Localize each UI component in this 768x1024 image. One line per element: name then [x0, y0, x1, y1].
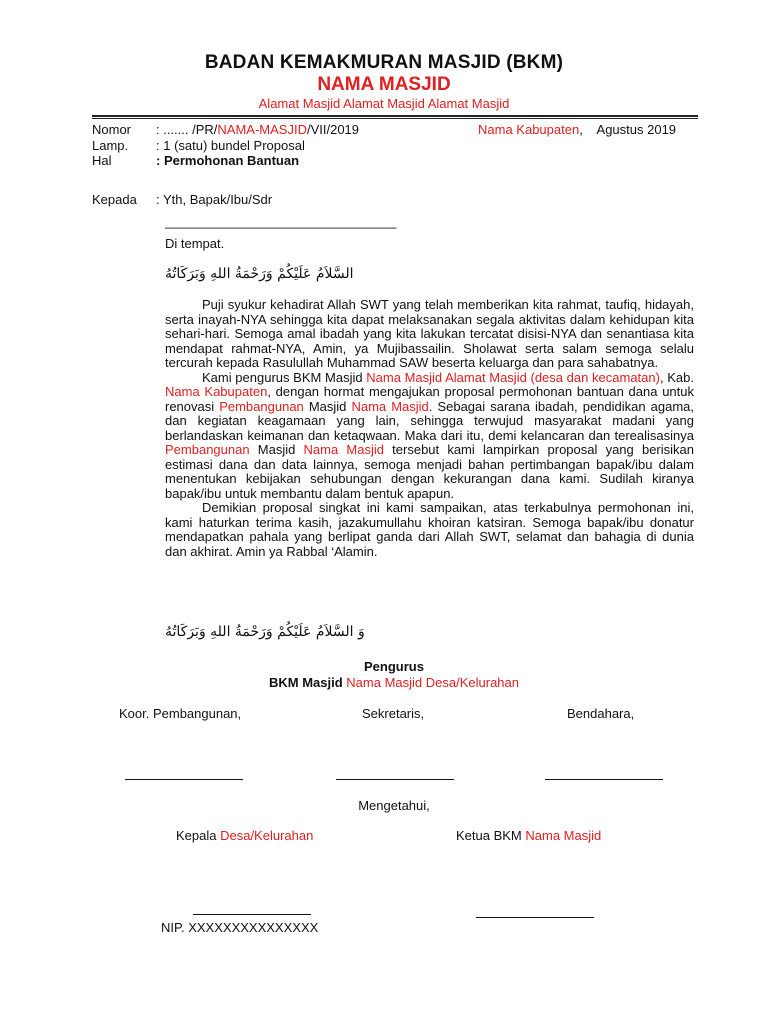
nomor-value — [156, 122, 359, 137]
paragraph-2 — [165, 371, 694, 502]
ketua-mosque-red: Nama Masjid — [525, 828, 602, 843]
p2-text: , dengan hormat mengajukan proposal permohonan bantuan dana untuk renovasi — [165, 384, 694, 414]
mosque-address: Alamat Masjid Alamat Masjid Alamat Masjid — [258, 96, 510, 111]
header-rule-thin — [92, 118, 698, 119]
koor-label: Koor. Pembangunan, — [119, 706, 242, 721]
bkm-mosque-village: Nama Masjid Desa/Kelurahan — [346, 675, 519, 690]
p2-pembangunan: Pembangunan — [219, 398, 304, 414]
p2-kabupaten: Nama Kabupaten — [165, 384, 268, 399]
p2-mosque-address: Nama Masjid Alamat Masjid (desa dan kecamatan) — [366, 369, 660, 385]
bendahara-label: Bendahara, — [567, 706, 635, 721]
sekretaris-label: Sekretaris, — [362, 706, 425, 721]
arabic-opening-greeting: السَّلاَمُ عَلَيْكُمْ وَرَحْمَةُ اللهِ وَبَرَكَاتُهُ — [165, 266, 354, 282]
place-name: Nama Kabupaten — [478, 122, 580, 137]
mosque-name: NAMA MASJID — [317, 74, 451, 95]
kepala-signature-line — [193, 914, 311, 915]
p2-text: tersebut kami lampirkan proposal yang berisikan estimasi dana dan data lainnya, semoga menjadi bahan pertimbangan bapak/ibu dalam menentukan kebijakan sehubungan dengan kekurangan dana kami. Sudilah kiranya bapak/ibu untuk membantu dalam bentuk apapun. — [165, 442, 694, 501]
p2-text: . Sebagai sarana ibadah, pendidikan agama, dan kegiatan keagamaan yang lain, sehingga terwujud masyarakat madani yang berlandaskan keimanan dan ketaqwaan. Maka dari itu, demi kelancaran dan terealisasinya — [165, 398, 695, 443]
place-date — [478, 122, 676, 137]
p2-text: Masjid — [249, 442, 304, 457]
kepala-desa-red: Desa/Kelurahan — [220, 828, 314, 843]
org-title: BADAN KEMAKMURAN MASJID (BKM) — [204, 52, 564, 73]
ketua-prefix: Ketua BKM — [456, 828, 526, 843]
arabic-closing-greeting: وَ السَّلاَمُ عَلَيْكُمْ وَرَحْمَةُ اللهِ وَبَرَكَاتُهُ — [165, 624, 365, 640]
p2-text: , Kab. — [659, 369, 694, 385]
lamp-label: Lamp. — [92, 138, 129, 153]
hal-value: : Permohonan Bantuan — [156, 153, 300, 168]
paragraph-1: Puji syukur kehadirat Allah SWT yang telah memberikan kita rahmat, taufiq, hidayah, serta inayah-NYA sehingga kita dapat melaksanakan segala aktivitas dalam kehidupan kita sehari-hari. Semoga amal ibadah yang kita lakukan tercatat disisi-NYA dan senantiasa kita mendapat rahmat-NYA, Amin, ya Mujibassailin. Sholawat serta salam semoga selalu tercurah kepada Rasulullah Muhammad SAW beserta keluarga dan para sahabatnya. — [165, 297, 694, 370]
bkm-heading — [0, 675, 768, 690]
kepala-prefix: Kepala — [176, 828, 221, 843]
p2-mosque-name: Nama Masjid — [351, 398, 429, 414]
p2-text: Masjid — [303, 398, 352, 414]
ketua-bkm-label — [456, 828, 601, 843]
hal-label: Hal — [92, 153, 112, 168]
sekretaris-signature-line — [336, 779, 454, 780]
nomor-prefix: : ....... /PR/ — [156, 122, 218, 137]
p2-mosque-name: Nama Masjid — [303, 442, 384, 457]
nomor-label: Nomor — [92, 122, 132, 137]
kepala-desa-label — [176, 828, 313, 843]
paragraph-3: Demikian proposal singkat ini kami sampaikan, atas terkabulnya permohonan ini, kami haturkan terima kasih, jazakumullahu khoiran katsiran. Semoga bapak/ibu donatur mendapatkan pahala yang berlipat ganda dari Allah SWT, selamat dan bahagia di dunia dan akhirat. Amin ya Rabbal ‘Alamin. — [165, 500, 694, 559]
kepada-label: Kepada — [92, 192, 137, 207]
nomor-suffix: /VII/2019 — [306, 122, 360, 137]
body-text — [165, 298, 694, 559]
ketua-signature-line — [476, 917, 594, 918]
pengurus-heading: Pengurus — [364, 659, 424, 674]
p2-pembangunan: Pembangunan — [165, 442, 250, 457]
kepada-value: : Yth, Bapak/Ibu/Sdr — [156, 192, 273, 207]
di-tempat: Di tempat. — [165, 236, 225, 251]
lamp-value: : 1 (satu) bundel Proposal — [156, 138, 305, 153]
koor-signature-line — [125, 779, 243, 780]
bendahara-signature-line — [545, 779, 663, 780]
nip-label: NIP. XXXXXXXXXXXXXXX — [161, 920, 319, 935]
recipient-blank-line: ________________________________ — [165, 214, 397, 229]
nomor-mosque-code: NAMA-MASJID — [217, 122, 307, 137]
p2-text: Kami pengurus BKM Masjid — [202, 369, 367, 385]
bkm-prefix: BKM Masjid — [269, 675, 347, 690]
mengetahui-label: Mengetahui, — [358, 798, 430, 813]
letter-date: , Agustus 2019 — [579, 122, 677, 137]
header-rule-thick — [92, 115, 698, 117]
